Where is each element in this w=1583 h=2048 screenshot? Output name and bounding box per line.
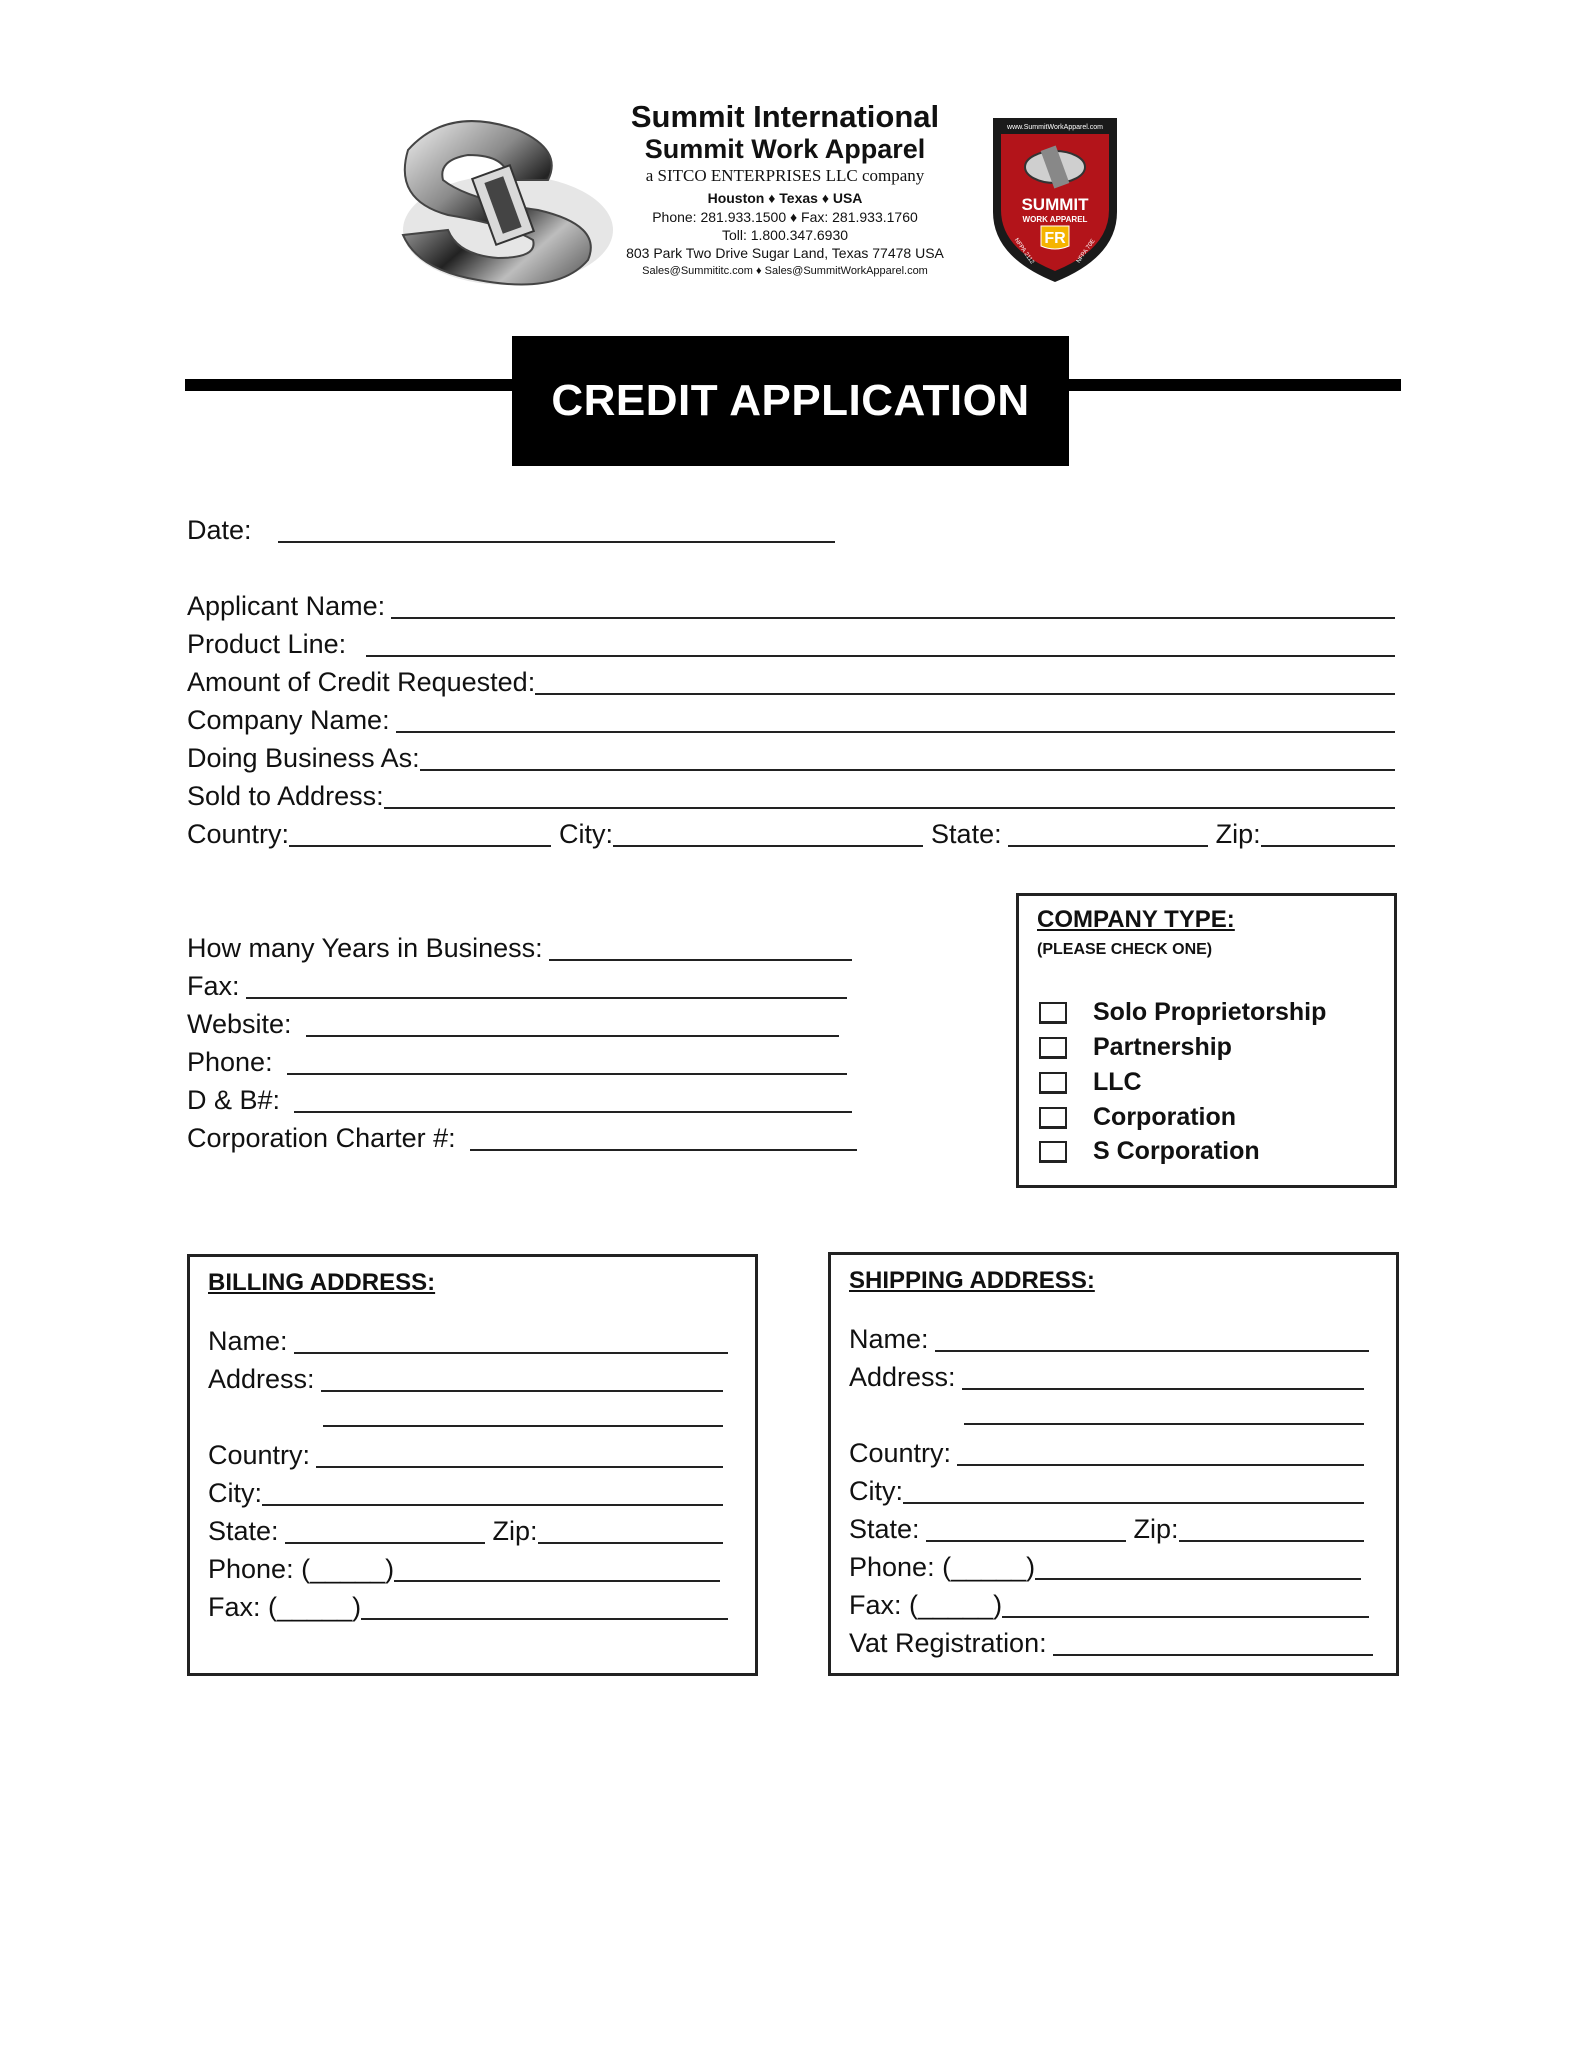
billing-state-input[interactable] [285,1516,485,1544]
shipping-address-line2-row [964,1397,1364,1430]
city-label: City: [559,819,614,849]
badge-nfpa-left: NFPA 2112 [1012,237,1035,266]
amount-credit-label: Amount of Credit Requested: [187,667,536,697]
billing-country-row [208,1437,723,1473]
applicant-name-label: Applicant Name: [187,591,386,621]
date-label: Date: [187,515,252,545]
billing-name-row [208,1323,728,1359]
shipping-phone-input[interactable] [1035,1552,1361,1580]
product-line-label: Product Line: [187,629,347,659]
page-title: CREDIT APPLICATION [512,336,1069,466]
parent-company: a SITCO ENTERPRISES LLC company [645,166,925,185]
company-type-subtitle: (PLEASE CHECK ONE) [1037,941,1213,958]
applicant-name-row [187,588,1395,624]
billing-city-input[interactable] [262,1478,723,1506]
shipping-address-label: Address: [849,1362,956,1392]
option-partnership[interactable] [1039,1033,1232,1062]
zip-input[interactable] [1261,819,1395,847]
fax-input[interactable] [246,971,847,999]
charter-input[interactable] [470,1123,857,1151]
billing-country-input[interactable] [316,1440,723,1468]
dnb-row [187,1082,852,1118]
email-addresses: Sales@Summititc.com ♦ Sales@SummitWorkApparel.com [642,265,928,277]
option-label: LLC [1093,1068,1142,1096]
country-label: Country: [187,819,290,849]
option-s-corporation[interactable] [1039,1137,1260,1166]
checkbox[interactable] [1039,1002,1067,1024]
shipping-phone-row [849,1549,1361,1585]
shipping-address2-input[interactable] [964,1397,1364,1425]
city-input[interactable] [613,819,923,847]
shipping-phone-label: Phone: (_____) [849,1552,1036,1582]
shipping-title: SHIPPING ADDRESS: [849,1267,1095,1294]
shipping-name-input[interactable] [935,1324,1369,1352]
shipping-vat-label: Vat Registration: [849,1628,1047,1658]
billing-state-label: State: [208,1516,279,1546]
years-label: How many Years in Business: [187,933,543,963]
website-row [187,1006,839,1042]
shipping-address-input[interactable] [962,1362,1364,1390]
billing-zip-input[interactable] [538,1516,723,1544]
checkbox[interactable] [1039,1072,1067,1094]
billing-title: BILLING ADDRESS: [208,1269,436,1296]
amount-credit-input[interactable] [535,667,1395,695]
checkbox[interactable] [1039,1141,1067,1163]
shipping-country-row [849,1435,1364,1471]
billing-city-row [208,1475,723,1511]
country-input[interactable] [289,819,551,847]
company-name-row [187,702,1395,738]
shipping-country-label: Country: [849,1438,952,1468]
billing-fax-row [208,1589,728,1625]
shipping-name-row [849,1321,1369,1357]
billing-address-input[interactable] [321,1364,723,1392]
shipping-name-label: Name: [849,1324,929,1354]
phone-fax: Phone: 281.933.1500 ♦ Fax: 281.933.1760 [652,209,918,225]
badge-brand: SUMMIT [1021,195,1089,214]
street-address: 803 Park Two Drive Sugar Land, Texas 77478 USA [626,245,944,261]
dba-input[interactable] [420,743,1395,771]
fax-row [187,968,847,1004]
company-type-box [1016,893,1397,1188]
company-name-label: Company Name: [187,705,390,735]
shipping-state-label: State: [849,1514,920,1544]
checkbox[interactable] [1039,1107,1067,1129]
shipping-zip-label: Zip: [1133,1514,1179,1544]
company-name-input[interactable] [396,705,1395,733]
company-name: Summit International [630,99,940,134]
badge-nfpa-right: NFPA 70E [1075,238,1097,265]
state-input[interactable] [1008,819,1208,847]
shipping-address-row [849,1359,1364,1395]
amount-credit-row [187,664,1395,700]
zip-label: Zip: [1215,819,1261,849]
shipping-city-label: City: [849,1476,903,1506]
billing-city-label: City: [208,1478,262,1508]
date-row [187,512,835,548]
checkbox[interactable] [1039,1037,1067,1059]
badge-url: www.SummitWorkApparel.com [1007,124,1103,131]
title-rule-left [185,379,515,391]
billing-address-box [187,1254,758,1676]
shipping-country-input[interactable] [957,1438,1364,1466]
sold-to-input[interactable] [384,781,1395,809]
company-type-title: COMPANY TYPE: [1037,906,1235,933]
shipping-fax-label: Fax: (_____) [849,1590,1003,1620]
product-line-input[interactable] [366,629,1395,657]
applicant-name-input[interactable] [391,591,1395,619]
billing-phone-input[interactable] [394,1554,720,1582]
state-label: State: [931,819,1002,849]
dnb-label: D & B#: [187,1085,281,1115]
option-llc[interactable] [1039,1068,1142,1097]
dba-label: Doing Business As: [187,743,420,773]
billing-address-line2-row [323,1399,723,1432]
badge-sub: WORK APPAREL [1022,215,1088,224]
billing-name-label: Name: [208,1326,288,1356]
summit-work-apparel-badge [985,112,1125,287]
billing-fax-label: Fax: (_____) [208,1592,362,1622]
shipping-vat-row [849,1625,1373,1661]
option-label: Corporation [1093,1103,1237,1131]
phone-input[interactable] [287,1047,847,1075]
phone-row [187,1044,847,1080]
summit-international-logo [388,110,618,290]
phone-label: Phone: [187,1047,273,1077]
website-input[interactable] [306,1009,839,1037]
fax-label: Fax: [187,971,240,1001]
billing-zip-label: Zip: [492,1516,538,1546]
date-input[interactable] [278,515,835,543]
sold-to-label: Sold to Address: [187,781,384,811]
charter-row [187,1120,857,1156]
years-input[interactable] [549,933,852,961]
dnb-input[interactable] [294,1085,852,1113]
option-label: S Corporation [1093,1137,1260,1165]
company-letterhead [600,100,970,280]
billing-phone-label: Phone: (_____) [208,1554,395,1584]
product-line-row [187,626,1395,662]
sold-to-row [187,778,1395,814]
years-row [187,930,852,966]
billing-address2-input[interactable] [323,1399,723,1427]
billing-name-input[interactable] [294,1326,728,1354]
location: Houston ♦ Texas ♦ USA [707,190,863,206]
dba-row [187,740,1395,776]
shipping-fax-row [849,1587,1369,1623]
shipping-fax-input[interactable] [1002,1590,1369,1618]
billing-address-label: Address: [208,1364,315,1394]
shipping-vat-input[interactable] [1053,1628,1373,1656]
shipping-state-input[interactable] [926,1514,1126,1542]
website-label: Website: [187,1009,292,1039]
shipping-city-input[interactable] [903,1476,1364,1504]
option-label: Partnership [1093,1033,1232,1061]
billing-phone-row [208,1551,720,1587]
title-rule-right [1065,379,1401,391]
option-corporation[interactable] [1039,1103,1236,1132]
option-solo-proprietorship[interactable] [1039,998,1326,1027]
badge-fr: FR [1044,230,1066,247]
billing-address-row [208,1361,723,1397]
toll-number: Toll: 1.800.347.6930 [721,227,849,243]
charter-label: Corporation Charter #: [187,1123,456,1153]
shipping-zip-input[interactable] [1179,1514,1364,1542]
shipping-state-row [849,1511,1364,1547]
shipping-city-row [849,1473,1364,1509]
billing-state-row [208,1513,723,1549]
option-label: Solo Proprietorship [1093,998,1327,1026]
billing-fax-input[interactable] [361,1592,728,1620]
location-row [187,816,1395,852]
shipping-address-box [828,1252,1399,1676]
billing-country-label: Country: [208,1440,311,1470]
brand-name: Summit Work Apparel [644,134,926,164]
